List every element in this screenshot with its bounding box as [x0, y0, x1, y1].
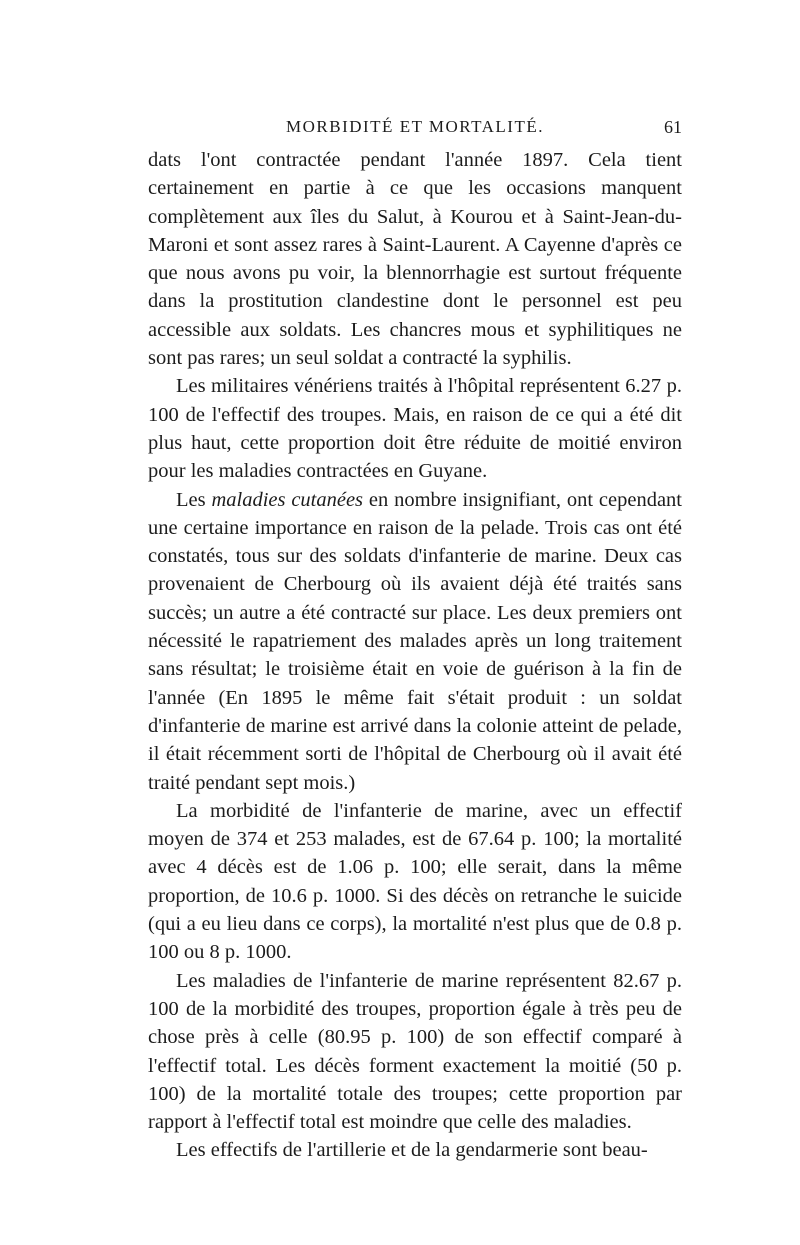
paragraph-2: Les militaires vénériens traités à l'hôpital représentent 6.27 p. 100 de l'effectif des troupes. Mais, en raison de ce qui a été dit plus haut, cette proportion doit être réduite de moitié environ pour les maladies contractées en Guyane.: [148, 375, 682, 483]
page-number: 61: [664, 117, 682, 137]
running-head: [148, 117, 682, 141]
body-text: [148, 146, 682, 1165]
running-title: MORBIDITÉ ET MORTALITÉ.: [286, 117, 544, 136]
paragraph-3: [148, 486, 682, 797]
paragraph-3-italic-term: maladies cutanées: [211, 488, 364, 511]
paragraph-4: La morbidité de l'infanterie de marine, avec un effectif moyen de 374 et 253 malades, est de 67.64 p. 100; la mortalité avec 4 décès est de 1.06 p. 100; elle serait, dans la même proportion, de 10.6 p. 1000. Si des décès on retranche le suicide (qui a eu lieu dans ce corps), la mortalité n'est plus que de 0.8 p. 100 ou 8 p. 1000.: [148, 799, 682, 964]
paragraph-3-rest: en nombre insignifiant, ont cependant une certaine importance en raison de la pelade. Trois cas ont été constatés, tous sur des soldats d'infanterie de marine. Deux cas provenaient de Cherbourg où ils avaient déjà été traités sans succès; un autre a été contracté sur place. Les deux premiers ont nécessité le rapatriement des malades après un long traitement sans résultat; le troisième était en voie de guérison à la fin de l'année (En 1895 le même fait s'était produit : un soldat d'infanterie de marine est arrivé dans la colonie atteint de pelade, il était récemment sorti de l'hôpital de Cherbourg où il avait été traité pendant sept mois.): [148, 488, 683, 794]
paragraph-3-lead: Les: [176, 488, 212, 511]
paragraph-1: dats l'ont contractée pendant l'année 1897. Cela tient certainement en partie à ce que les occasions manquent complètement aux îles du Salut, à Kourou et à Saint-Jean-du-Maroni et sont assez rares à Saint-Laurent. A Cayenne d'après ce que nous avons pu voir, la blennorrhagie est surtout fréquente dans la prostitution clandestine dont le personnel est peu accessible aux soldats. Les chancres mous et syphilitiques ne sont pas rares; un seul soldat a contracté la syphilis.: [148, 149, 682, 370]
paragraph-5: Les maladies de l'infanterie de marine représentent 82.67 p. 100 de la morbidité des troupes, proportion égale à très peu de chose près à celle (80.95 p. 100) de son effectif comparé à l'effectif total. Les décès forment exactement la moitié (50 p. 100) de la mortalité totale des troupes; cette proportion par rapport à l'effectif total est moindre que celle des maladies.: [148, 969, 682, 1134]
paragraph-6: Les effectifs de l'artillerie et de la gendarmerie sont beau-: [176, 1139, 648, 1162]
